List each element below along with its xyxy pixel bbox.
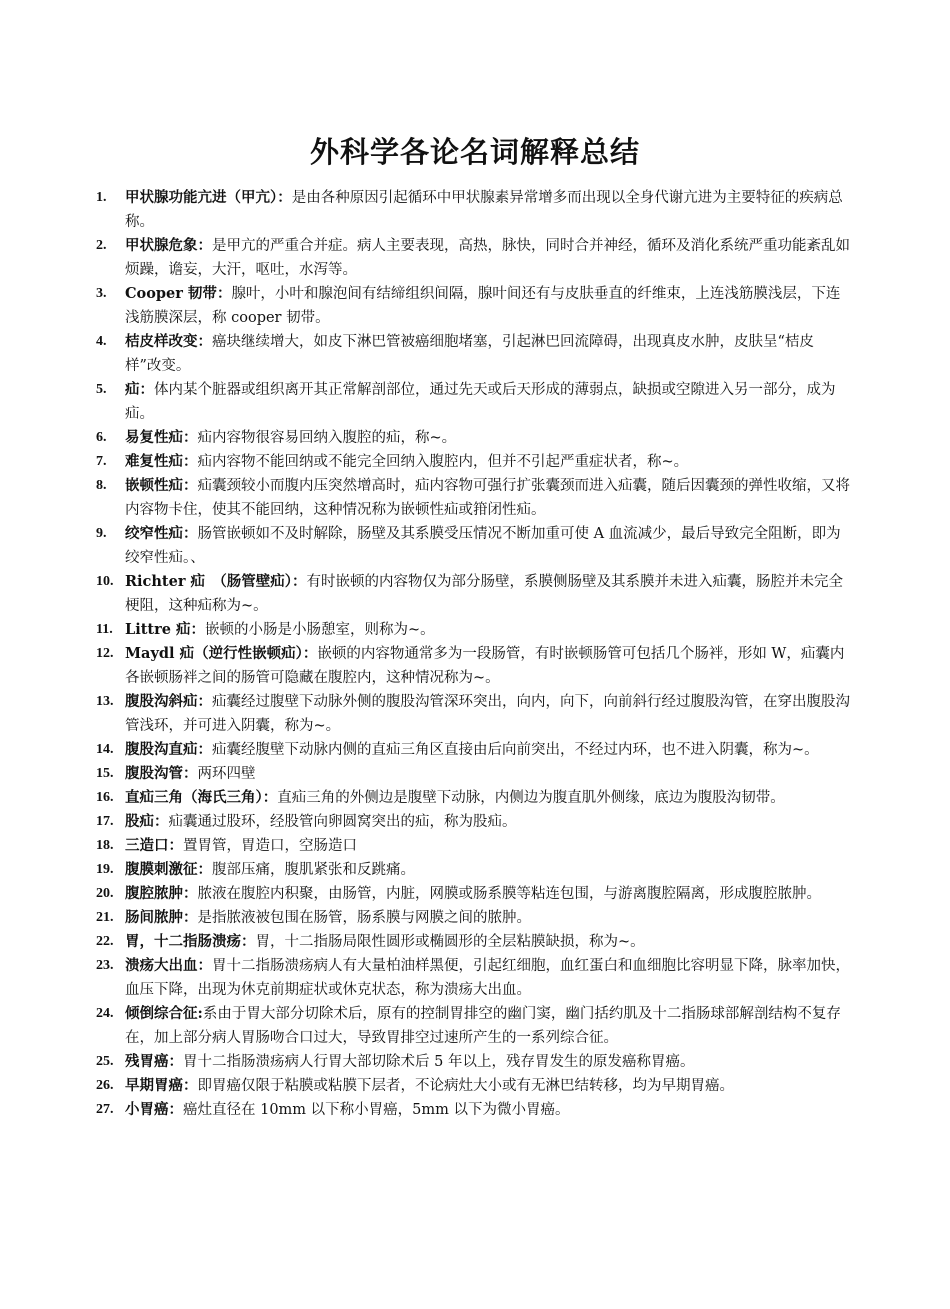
term-name: 腹股沟斜疝	[125, 693, 198, 710]
term-definition: 脓液在腹腔内积聚，由肠管，内脏，网膜或肠系膜等粘连包围，与游离腹腔隔离，形成腹腔脓肿。	[197, 886, 821, 902]
term-separator: ：	[262, 789, 278, 806]
item-number: 10.	[96, 574, 114, 589]
term-separator: ：	[302, 645, 318, 662]
term-item	[96, 234, 850, 282]
item-number: 12.	[96, 646, 114, 661]
term-separator: ：	[197, 237, 212, 254]
term-separator: ：	[168, 1101, 183, 1118]
item-number: 7.	[96, 454, 107, 469]
term-separator: ：	[197, 741, 212, 758]
term-name: 腹腔脓肿	[125, 885, 183, 902]
term-name: 股疝	[125, 813, 154, 830]
term-item	[96, 1050, 850, 1074]
term-separator: ：	[277, 189, 292, 206]
term-separator: ：	[183, 477, 198, 494]
item-number: 5.	[96, 382, 107, 397]
term-definition: 疝内容物很容易回纳入腹腔的疝，称~。	[197, 430, 457, 446]
term-name: 甲状腺危象	[125, 237, 198, 254]
term-definition: 胃十二指肠溃疡病人有大量柏油样黑便，引起红细胞，血红蛋白和血细胞比容明显下降，脉率加快，血压下降，出现为休克前期症状或休克状态，称为溃疡大出血。	[125, 958, 850, 998]
term-separator: ：	[183, 909, 198, 926]
term-separator: ：	[168, 837, 183, 854]
term-definition: 癌灶直径在 10mm 以下称小胃癌，5mm 以下为微小胃癌。	[183, 1102, 570, 1118]
term-name: 嵌顿性疝	[125, 477, 183, 494]
item-number: 6.	[96, 430, 107, 445]
term-name: 腹膜刺激征	[125, 861, 198, 878]
term-definition: 疝内容物不能回纳或不能完全回纳入腹腔内，但并不引起严重症状者，称~。	[197, 454, 689, 470]
term-name: Richter 疝 （肠管壁疝）	[125, 573, 293, 590]
term-definition: 肠管嵌顿如不及时解除，肠壁及其系膜受压情况不断加重可使 A 血流减少，最后导致完全阻断，即为绞窄性疝。、	[125, 526, 841, 566]
term-item	[96, 474, 850, 522]
item-number: 8.	[96, 478, 107, 493]
item-number: 11.	[96, 622, 113, 637]
term-separator: ：	[183, 1077, 198, 1094]
term-definition: 两环四壁	[197, 766, 256, 782]
item-number: 18.	[96, 838, 114, 853]
term-name: 腹股沟管	[125, 765, 183, 782]
term-separator: ：	[197, 957, 212, 974]
term-item	[96, 522, 850, 570]
term-definition: 是甲亢的严重合并症。病人主要表现，高热，脉快，同时合并神经，循环及消化系统严重功能紊乱如烦躁，谵妄，大汗，呕吐，水泻等。	[125, 238, 850, 278]
term-name: Cooper 韧带	[125, 285, 217, 302]
term-definition: 是指脓液被包围在肠管，肠系膜与网膜之间的脓肿。	[197, 910, 531, 926]
item-number: 23.	[96, 958, 114, 973]
term-item	[96, 858, 850, 882]
term-name: 小胃癌	[125, 1101, 169, 1118]
term-name: 倾倒综合征	[125, 1005, 198, 1022]
term-item	[96, 378, 850, 426]
term-definition: 胃，十二指肠局限性圆形或椭圆形的全层粘膜缺损，称为~。	[255, 934, 645, 950]
term-definition: 癌块继续增大，如皮下淋巴管被癌细胞堵塞，引起淋巴回流障碍，出现真皮水肿，皮肤呈“桔皮样”改变。	[125, 334, 814, 374]
item-number: 27.	[96, 1102, 114, 1117]
term-item	[96, 618, 850, 642]
term-item	[96, 786, 850, 810]
term-item	[96, 1002, 850, 1050]
term-item	[96, 282, 850, 330]
term-item	[96, 1098, 850, 1122]
term-separator: ：	[197, 861, 212, 878]
term-definition: 即胃癌仅限于粘膜或粘膜下层者，不论病灶大小或有无淋巴结转移，均为早期胃癌。	[197, 1078, 734, 1094]
term-separator: ：	[197, 333, 212, 350]
term-separator: ：	[292, 573, 307, 590]
item-number: 2.	[96, 238, 107, 253]
term-separator: ：	[183, 453, 198, 470]
item-number: 15.	[96, 766, 114, 781]
term-item	[96, 690, 850, 738]
term-item	[96, 810, 850, 834]
term-definition: 置胃管，胃造口，空肠造口	[183, 838, 357, 854]
term-separator: ：	[241, 933, 256, 950]
item-number: 25.	[96, 1054, 114, 1069]
item-number: 19.	[96, 862, 114, 877]
item-number: 17.	[96, 814, 114, 829]
item-number: 20.	[96, 886, 114, 901]
term-item	[96, 450, 850, 474]
term-definition: 疝囊经过腹壁下动脉外侧的腹股沟管深环突出，向内，向下，向前斜行经过腹股沟管，在穿出腹股沟管浅环，并可进入阴囊，称为~。	[125, 694, 850, 734]
term-definition: 腺叶，小叶和腺泡间有结缔组织间隔，腺叶间还有与皮肤垂直的纤维束，上连浅筋膜浅层，下连浅筋膜深层，称 cooper 韧带。	[125, 286, 841, 326]
term-item	[96, 642, 850, 690]
term-separator: ：	[183, 885, 198, 902]
term-separator: ：	[168, 1053, 183, 1070]
term-separator: ：	[183, 765, 198, 782]
term-item	[96, 738, 850, 762]
term-separator: ：	[190, 621, 206, 638]
item-number: 9.	[96, 526, 107, 541]
term-name: 绞窄性疝	[125, 525, 183, 542]
term-definition: 嵌顿的小肠是小肠憩室，则称为~。	[205, 622, 435, 638]
term-separator: :	[197, 1005, 203, 1022]
term-definition: 腹部压痛，腹肌紧张和反跳痛。	[212, 862, 415, 878]
term-separator: ：	[139, 381, 154, 398]
item-number: 13.	[96, 694, 114, 709]
term-separator: ：	[183, 525, 198, 542]
term-definition: 体内某个脏器或组织离开其正常解剖部位，通过先天或后天形成的薄弱点，缺损或空隙进入另一部分，成为疝。	[125, 382, 836, 422]
term-item	[96, 1074, 850, 1098]
term-definition: 系由于胃大部分切除术后，原有的控制胃排空的幽门窦，幽门括约肌及十二指肠球部解剖结构不复存在，加上部分病人胃肠吻合口过大，导致胃排空过速所产生的一系列综合征。	[125, 1006, 841, 1046]
term-name: 肠间脓肿	[125, 909, 183, 926]
term-name: 胃，十二指肠溃疡	[125, 933, 241, 950]
term-separator: ：	[183, 429, 198, 446]
item-number: 1.	[96, 190, 107, 205]
term-item	[96, 186, 850, 234]
term-name: 甲状腺功能亢进（甲亢）	[125, 189, 278, 206]
term-name: Littre 疝	[125, 621, 191, 638]
term-name: 易复性疝	[125, 429, 183, 446]
term-name: 三造口	[125, 837, 169, 854]
page-title: 外科学各论名词解释总结	[309, 135, 640, 169]
term-name: 桔皮样改变	[125, 333, 198, 350]
item-number: 26.	[96, 1078, 114, 1093]
item-number: 21.	[96, 910, 114, 925]
term-name: 溃疡大出血	[125, 957, 198, 974]
term-definition: 直疝三角的外侧边是腹壁下动脉，内侧边为腹直肌外侧缘，底边为腹股沟韧带。	[277, 790, 785, 806]
term-name: 疝	[125, 381, 140, 398]
term-definition: 胃十二指肠溃疡病人行胃大部切除术后 5 年以上，残存胃发生的原发癌称胃癌。	[183, 1054, 695, 1070]
term-separator: ：	[197, 693, 212, 710]
term-definition: 有时嵌顿的内容物仅为部分肠壁，系膜侧肠壁及其系膜并未进入疝囊，肠腔并未完全梗阻，这种疝称为~。	[125, 574, 844, 614]
term-list	[96, 186, 850, 1122]
term-name: 残胃癌	[125, 1053, 169, 1070]
term-item	[96, 426, 850, 450]
item-number: 24.	[96, 1006, 114, 1021]
term-item	[96, 906, 850, 930]
term-item	[96, 570, 850, 618]
term-item	[96, 834, 850, 858]
term-name: 腹股沟直疝	[125, 741, 198, 758]
term-definition: 嵌顿的内容物通常多为一段肠管，有时嵌顿肠管可包括几个肠袢，形如 W，疝囊内各嵌顿肠袢之间的肠管可隐藏在腹腔内，这种情况称为~。	[125, 646, 845, 686]
item-number: 16.	[96, 790, 114, 805]
item-number: 14.	[96, 742, 114, 757]
term-item	[96, 882, 850, 906]
item-number: 3.	[96, 286, 107, 301]
term-separator: ：	[216, 285, 232, 302]
term-definition: 疝囊通过股环，经股管向卵圆窝突出的疝，称为股疝。	[168, 814, 517, 830]
term-item	[96, 330, 850, 378]
term-separator: ：	[154, 813, 169, 830]
term-definition: 是由各种原因引起循环中甲状腺素异常增多而出现以全身代谢亢进为主要特征的疾病总称。	[125, 190, 843, 230]
term-name: 直疝三角（海氏三角）	[125, 789, 263, 806]
term-definition: 疝囊颈较小而腹内压突然增高时，疝内容物可强行扩张囊颈而进入疝囊，随后因囊颈的弹性收缩，又将内容物卡住，使其不能回纳，这种情况称为嵌顿性疝或箝闭性疝。	[125, 478, 850, 518]
term-name: 难复性疝	[125, 453, 183, 470]
item-number: 4.	[96, 334, 107, 349]
term-name: Maydl 疝（逆行性嵌顿疝）	[125, 645, 303, 662]
term-name: 早期胃癌	[125, 1077, 183, 1094]
item-number: 22.	[96, 934, 114, 949]
term-item	[96, 954, 850, 1002]
term-item	[96, 930, 850, 954]
term-item	[96, 762, 850, 786]
term-definition: 疝囊经腹壁下动脉内侧的直疝三角区直接由后向前突出，不经过内环，也不进入阴囊，称为~。	[212, 742, 819, 758]
